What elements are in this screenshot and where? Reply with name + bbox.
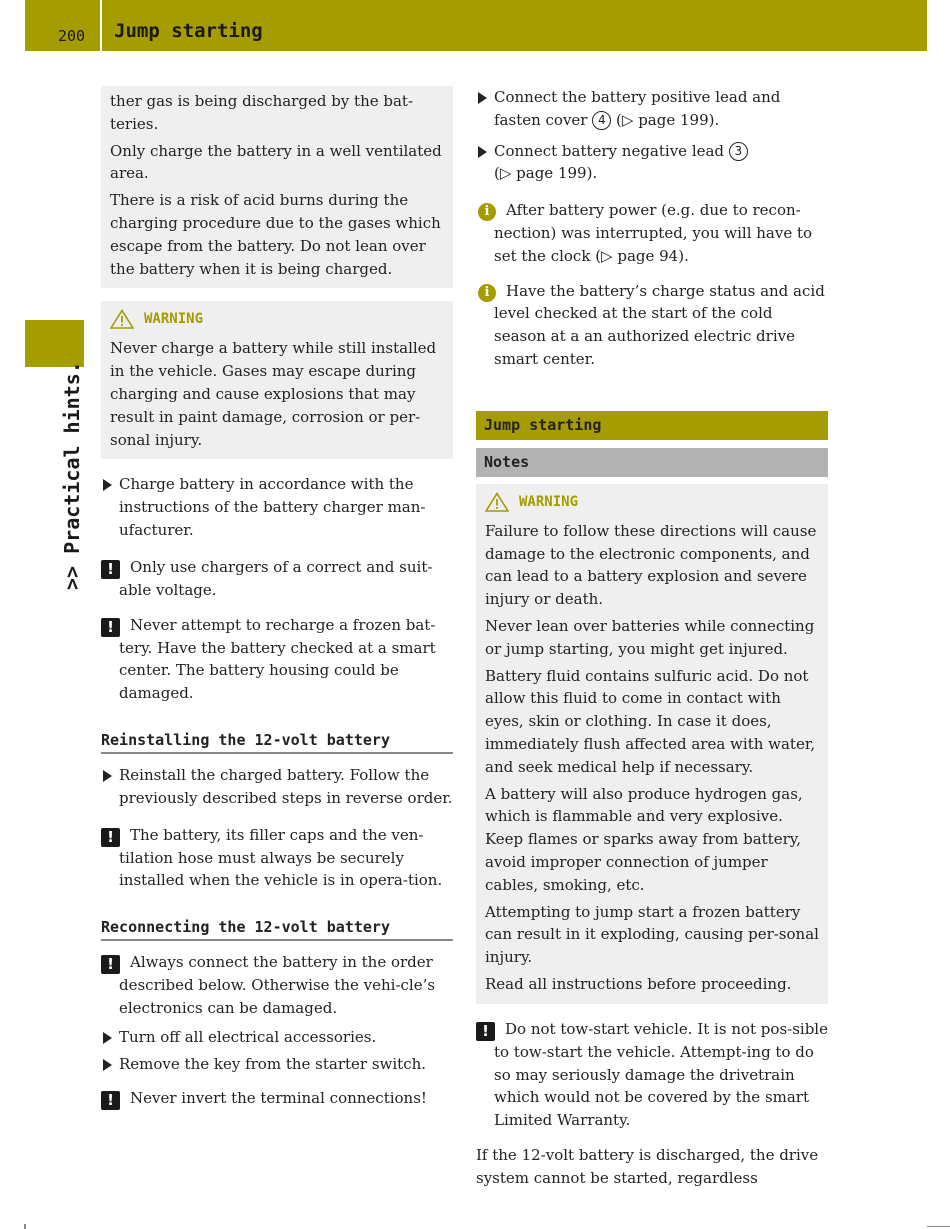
arrow-bullet-icon (103, 1032, 112, 1044)
exclamation-icon: ! (101, 560, 120, 579)
section-heading: Reconnecting the 12-volt battery (101, 918, 453, 941)
side-tab-marker (25, 320, 84, 367)
alert-note (101, 614, 453, 705)
warning-heading (485, 492, 820, 512)
arrow-bullet-icon (103, 479, 112, 491)
info-note (476, 280, 828, 371)
warning-paragraph: Read all instructions before proceeding. (485, 974, 792, 993)
arrow-bullet-icon (478, 92, 487, 104)
info-text: Have the battery’s charge status and acid level checked at the start of the cold season at a an authorized electric drive smart center. (494, 281, 825, 368)
alert-note (476, 1018, 828, 1132)
alert-note (101, 951, 453, 1020)
closing-paragraph: If the 12-volt battery is discharged, the drive system cannot be started, regardless (476, 1145, 819, 1187)
warning-box (476, 484, 828, 1004)
left-column (101, 86, 453, 1122)
caution-paragraph: There is a risk of acid burns during the charging procedure due to the gases which escape from the battery. Do not lean over the battery when it is being charged. (110, 191, 441, 278)
instruction-step (476, 140, 828, 186)
section-subtitle-band: Notes (476, 448, 828, 477)
note-text: Never invert the terminal connections! (130, 1089, 427, 1108)
alert-note (101, 556, 453, 602)
instruction-step (101, 473, 453, 541)
caution-paragraph: ther gas is being discharged by the bat-teries. (110, 92, 414, 133)
instruction-step (476, 86, 828, 132)
page-reference: (▷ page 199). (616, 110, 720, 129)
section-title-band: Jump starting (476, 411, 828, 440)
right-column (476, 86, 828, 1193)
page-number: 200 (58, 27, 86, 45)
info-text: After battery power (e.g. due to recon-nection) was interrupted, you will have to set the clock (▷ page 94). (494, 201, 813, 265)
warning-paragraph: Failure to follow these directions will cause damage to the electronic components, and can lead to a battery explosion and severe injury or death. (485, 521, 817, 609)
info-icon: i (478, 203, 496, 221)
header-divider (100, 0, 102, 51)
note-text: Do not tow-start vehicle. It is not pos-sible to tow-start the vehicle. Attempt-ing to do so may seriously damage the drivetrain which would not be covered by the smart Limited Warranty. (494, 1019, 828, 1130)
warning-label: WARNING (519, 493, 579, 510)
warning-paragraph: Attempting to jump start a frozen battery can result in it exploding, causing per-sonal injury. (485, 902, 819, 967)
callout-number: 4 (592, 111, 611, 130)
warning-triangle-icon (485, 492, 509, 512)
note-text: Never attempt to recharge a frozen bat-tery. Have the battery checked at a smart center. The battery housing could be damaged. (119, 615, 436, 703)
crop-mark (927, 1226, 950, 1227)
warning-paragraph: Battery fluid contains sulfuric acid. Do not allow this fluid to come in contact with eyes, skin or clothing. In case it does, immediately flush affected area with water, and seek medical help if necessary. (485, 666, 816, 776)
info-icon: i (478, 284, 496, 302)
exclamation-icon: ! (101, 1091, 120, 1110)
exclamation-icon: ! (101, 618, 120, 637)
warning-label: WARNING (144, 311, 204, 328)
arrow-bullet-icon (103, 1059, 112, 1071)
caution-paragraph: Only charge the battery in a well ventilated area. (110, 141, 442, 183)
instruction-step (101, 764, 453, 810)
warning-paragraph: Never lean over batteries while connecting or jump starting, you might get injured. (485, 616, 815, 658)
instruction-step (101, 1053, 453, 1076)
side-section-label: >> Practical hints. (60, 361, 84, 590)
info-note (476, 199, 828, 267)
note-text: The battery, its filler caps and the ven-tilation hose must always be securely installed when the vehicle is in opera-tion. (119, 825, 443, 890)
callout-number: 3 (729, 142, 748, 161)
section-heading: Reinstalling the 12-volt battery (101, 731, 453, 754)
alert-note (101, 824, 453, 893)
page-title: Jump starting (114, 20, 263, 42)
step-text: Charge battery in accordance with the instructions of the battery charger man-ufacturer. (119, 475, 426, 539)
exclamation-icon: ! (101, 955, 120, 974)
instruction-step (101, 1026, 453, 1049)
warning-box (101, 301, 453, 459)
step-text: Turn off all electrical accessories. (119, 1027, 377, 1046)
step-text: Remove the key from the starter switch. (119, 1054, 427, 1073)
caution-box (101, 86, 453, 288)
arrow-bullet-icon (103, 770, 112, 782)
page-reference: (▷ page 199). (494, 164, 598, 183)
note-text: Only use chargers of a correct and suit-able voltage. (119, 557, 433, 599)
warning-paragraph: A battery will also produce hydrogen gas, which is flammable and very explosive. Keep flames or sparks away from battery, avoid improper connection of jumper cables, smoking, etc. (485, 784, 803, 894)
alert-note (101, 1087, 453, 1110)
exclamation-icon: ! (101, 828, 120, 847)
warning-triangle-icon (110, 309, 134, 329)
step-text: Connect the battery positive lead and fasten cover (494, 88, 781, 129)
crop-mark (24, 1224, 26, 1229)
arrow-bullet-icon (478, 146, 487, 158)
step-text: Reinstall the charged battery. Follow the previously described steps in reverse order. (119, 765, 453, 807)
step-text: Connect battery negative lead (494, 141, 725, 160)
note-text: Always connect the battery in the order described below. Otherwise the vehi-cle’s electronics can be damaged. (119, 953, 436, 1017)
warning-heading (110, 309, 445, 329)
exclamation-icon: ! (476, 1022, 495, 1041)
warning-text: Never charge a battery while still installed in the vehicle. Gases may escape during charging and cause explosions that may result in paint damage, corrosion or per-sonal injury. (110, 339, 437, 449)
